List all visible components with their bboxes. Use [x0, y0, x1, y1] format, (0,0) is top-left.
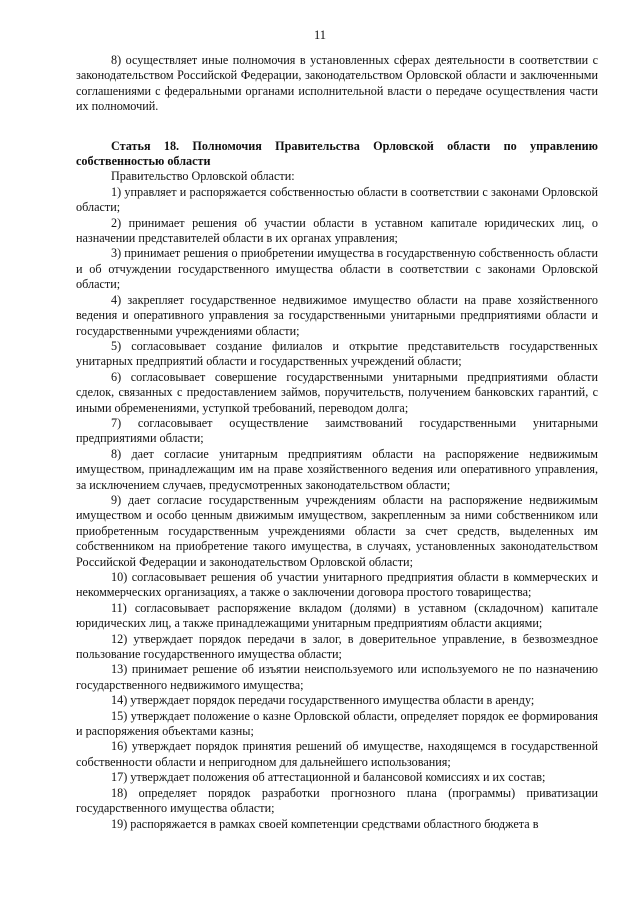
article-lead: Правительство Орловской области:: [111, 169, 295, 184]
article-item: 5) согласовывает создание филиалов и открытие представительств государственных унитарных предприятий области и государственных учреждений области;: [76, 338, 598, 369]
article-item: 3) принимает решения о приобретении имущества в государственную собственность области и об отчуждении государственного имущества области в соответствии с законами Орловской области;: [76, 246, 598, 292]
article-item: 14) утверждает порядок передачи государственного имущества области в аренду;: [111, 693, 535, 708]
article-item: 9) дает согласие государственным учреждениям области на распоряжение недвижимым имуществом и особо ценным движимым имуществом, закрепленным за ними собственником или приобретенным государственным учреждениями области за счет средств, выделенных им собственником на приобретение такого имущества, в случаях, установленных законодательством Российской Федерации и законодательством Орловской области;: [76, 492, 598, 569]
article-item: 1) управляет и распоряжается собственностью области в соответствии с законами Орловской области;: [76, 184, 598, 215]
article-item: 17) утверждает положения об аттестационной и балансовой комиссиях и их состав;: [111, 770, 546, 785]
document-body: [76, 53, 598, 832]
article-item: 13) принимает решение об изъятии неиспользуемого или используемого не по назначению государственного недвижимого имущества;: [76, 662, 598, 692]
article-items: [76, 185, 598, 832]
article-item: 15) утверждает положение о казне Орловской области, определяет порядок ее формирования и распоряжения объектами казны;: [76, 708, 598, 739]
intro-item: 8) осуществляет иные полномочия в установленных сферах деятельности в соответствии с законодательством Российской Федерации, законодательством Орловской области и заключенными соглашениями с федеральными органами исполнительной власти о передаче осуществления части их полномочий.: [76, 53, 598, 114]
article-item: 6) согласовывает совершение государственными унитарными предприятиями области сделок, связанных с предоставлением займов, поручительств, получением банковских гарантий, с иными обременениями, уступкой требований, переводом долга;: [76, 369, 598, 415]
page-number: 11: [313, 28, 327, 42]
article-item: 18) определяет порядок разработки прогнозного плана (программы) приватизации государственного имущества области;: [76, 785, 598, 816]
paragraph-gap: [76, 115, 598, 139]
article-item: 7) согласовывает осуществление заимствований государственными унитарными предприятиями области;: [76, 415, 598, 446]
article-item: 16) утверждает порядок принятия решений об имуществе, находящемся в государственной собственности области и непригодном для дальнейшего использования;: [76, 739, 598, 769]
article-item: 4) закрепляет государственное недвижимое имущество области на праве хозяйственного ведения и оперативного управления за государственными унитарными предприятиями области и государственными учреждениями области;: [76, 292, 598, 338]
article-item: 2) принимает решения об участии области в уставном капитале юридических лиц, о назначении представителей области в их органах управления;: [76, 215, 598, 246]
article-heading: Статья 18. Полномочия Правительства Орловской области по управлению собственностью области: [76, 138, 598, 169]
article-item: 11) согласовывает распоряжение вкладом (долями) в уставном (складочном) капитале юридических лиц, а также принадлежащими унитарным предприятиям области акциями;: [76, 600, 598, 631]
article-item: 19) распоряжается в рамках своей компетенции средствами областного бюджета в: [111, 816, 539, 831]
article-item: 8) дает согласие унитарным предприятиям области на распоряжение недвижимым имуществом, принадлежащим им на праве хозяйственного ведения или оперативного управления, за исключением случаев, предусмотренных законодательством области;: [76, 446, 598, 492]
article-item: 12) утверждает порядок передачи в залог, в доверительное управление, в безвозмездное пользование государственного имущества области;: [76, 631, 598, 662]
article-item: 10) согласовывает решения об участии унитарного предприятия области в коммерческих и некоммерческих организациях, а также о заключении договора простого товарищества;: [76, 570, 598, 600]
